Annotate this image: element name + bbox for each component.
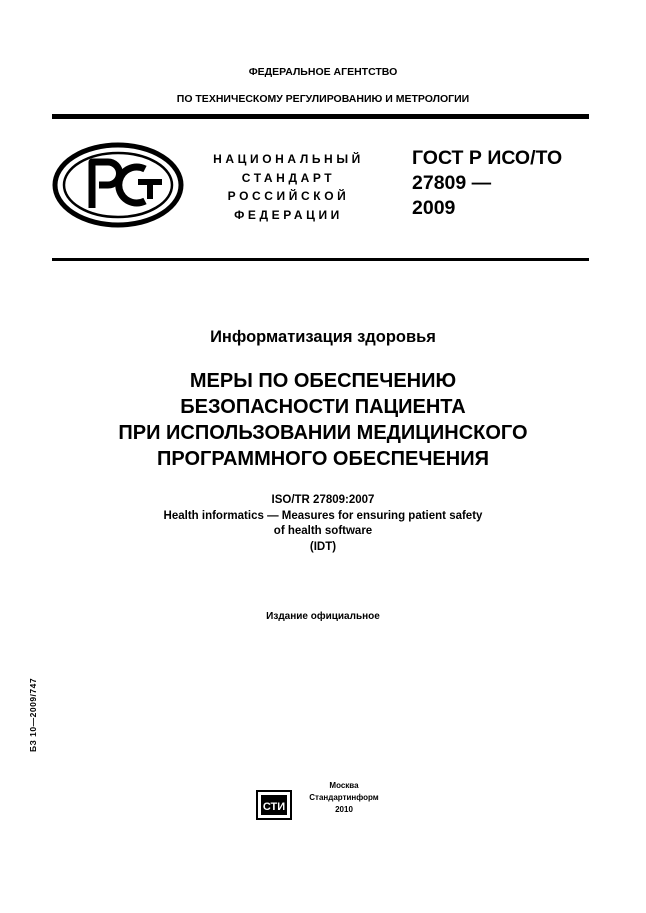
national-standard-line: СТАНДАРТ — [241, 170, 336, 185]
title-line: МЕРЫ ПО ОБЕСПЕЧЕНИЮ — [189, 370, 457, 392]
catalog-code: БЗ 10—2009/747 — [28, 677, 38, 752]
header-divider — [52, 114, 589, 119]
agency-name-line1: ФЕДЕРАЛЬНОЕ АГЕНТСТВО — [248, 66, 398, 78]
title-line: БЕЗОПАСНОСТИ ПАЦИЕНТА — [180, 396, 466, 418]
designation-line: 2009 — [412, 197, 456, 219]
agency-name-line2: ПО ТЕХНИЧЕСКОМУ РЕГУЛИРОВАНИЮ И МЕТРОЛОГИИ — [176, 93, 470, 105]
international-standard-reference — [0, 493, 646, 555]
publisher-city: Москва — [329, 781, 359, 790]
national-standard-line: НАЦИОНАЛЬНЫЙ — [213, 152, 364, 166]
national-standard-line: ФЕДЕРАЦИИ — [234, 207, 343, 222]
iso-code: ISO/TR 27809:2007 — [271, 494, 375, 506]
equivalence-mark: (IDT) — [309, 540, 337, 553]
standard-designation — [412, 146, 562, 221]
publisher-info — [296, 780, 392, 816]
national-standard-label — [196, 150, 381, 224]
edition-label: Издание официальное — [266, 611, 380, 622]
title-block-divider — [52, 258, 589, 261]
rst-certification-mark-icon — [52, 142, 184, 228]
iso-title-line: of health software — [273, 525, 373, 537]
publisher-name: Стандартинформ — [309, 793, 379, 802]
title-line: ПРИ ИСПОЛЬЗОВАНИИ МЕДИЦИНСКОГО — [118, 422, 528, 444]
document-subject: Информатизация здоровья — [210, 328, 436, 346]
iso-title-line: Health informatics — Measures for ensuring patient safety — [163, 509, 483, 522]
national-standard-line: РОССИЙСКОЙ — [227, 189, 350, 203]
designation-line: 27809 — — [412, 172, 492, 194]
publisher-logo-text: СТИ — [262, 801, 286, 813]
publication-year: 2010 — [335, 805, 353, 814]
standartinform-logo-icon — [256, 790, 292, 820]
title-line: ПРОГРАММНОГО ОБЕСПЕЧЕНИЯ — [157, 448, 489, 470]
designation-line: ГОСТ Р ИСО/ТО — [412, 147, 563, 169]
document-title — [0, 368, 646, 472]
